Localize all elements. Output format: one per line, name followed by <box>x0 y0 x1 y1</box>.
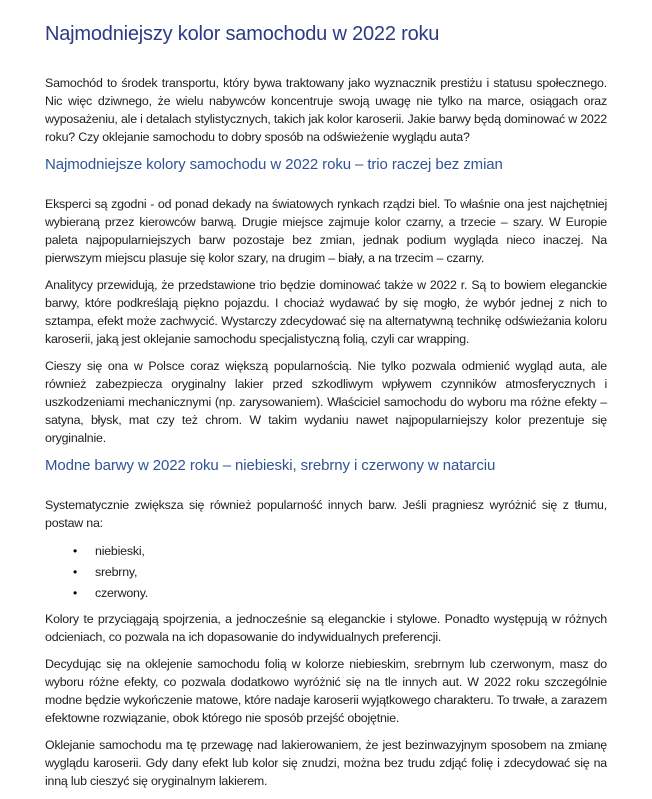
intro-paragraph: Samochód to środek transportu, który bywa traktowany jako wyznacznik prestiżu i statusu społecznego. Nic więc dziwnego, że wielu nabywców koncentruje swoją uwagę nie tylko na marce, osiągach oraz wyposażeniu, ale i detalach stylistycznych, takich jak kolor karoserii. Jakie barwy będą dominować w 2022 roku? Czy oklejanie samochodu to dobry sposób na odświeżenie wyglądu auta? <box>45 76 607 144</box>
list-item <box>73 583 607 604</box>
list-item-label: srebrny, <box>95 565 138 579</box>
paragraph: Decydując się na oklejenie samochodu folią w kolorze niebieskim, srebrnym lub czerwonym, masz do wyboru różne efekty, co pozwala dodatkowo wyróżnić się na tle innych aut. W 2022 roku szczególnie modne będzie wykończenie matowe, które nadaje karoserii wyjątkowego charakteru. To trwałe, a zarazem efektowne rozwiązanie, obok którego nie sposób przejść obojętnie. <box>45 657 607 725</box>
paragraph: Eksperci są zgodni - od ponad dekady na światowych rynkach rządzi biel. To właśnie ona jest najchętniej wybieraną przez kierowców barwą. Drugie miejsce zajmuje kolor czarny, a trzecie – szary. W Europie paleta najpopularniejszych barw pozostaje bez zmian, jednak podium wygląda nieco inaczej. Na pierwszym miejscu plasuje się kolor szary, na drugim – biały, a na trzecim – czarny. <box>45 197 607 265</box>
bullet-icon: • <box>73 586 78 600</box>
paragraph: Kolory te przyciągają spojrzenia, a jednocześnie są eleganckie i stylowe. Ponadto występują w różnych odcieniach, co pozwala na ich dopasowanie do indywidualnych preferencji. <box>45 612 607 644</box>
bullet-icon: • <box>73 565 78 579</box>
section-heading-trio: Najmodniejsze kolory samochodu w 2022 roku – trio raczej bez zmian <box>45 156 503 173</box>
list-item <box>73 562 607 583</box>
list-item <box>73 541 607 562</box>
lead-paragraph: Systematycznie zwiększa się również popularność innych barw. Jeśli pragniesz wyróżnić się z tłumu, postaw na: <box>45 498 607 530</box>
bullet-icon: • <box>73 544 78 558</box>
list-item-label: czerwony. <box>95 586 149 600</box>
paragraph: Analitycy przewidują, że przedstawione trio będzie dominować także w 2022 r. Są to bowiem eleganckie barwy, które podkreślają piękno pojazdu. I chociaż wydawać by się mogło, że wybór jednej z nich to sztampa, efekt może zachwycić. Wystarczy zdecydować się na alternatywną technikę odświeżania koloru karoserii, jaką jest oklejanie samochodu specjalistyczną folią, czyli car wrapping. <box>45 278 607 346</box>
section-heading-modne-barwy: Modne barwy w 2022 roku – niebieski, srebrny i czerwony w natarciu <box>45 457 496 474</box>
list-item-label: niebieski, <box>95 544 145 558</box>
color-bullet-list <box>45 541 607 604</box>
document-title: Najmodniejszy kolor samochodu w 2022 roku <box>45 23 440 45</box>
paragraph: Oklejanie samochodu ma tę przewagę nad lakierowaniem, że jest bezinwazyjnym sposobem na zmianę wyglądu karoserii. Gdy dany efekt lub kolor się znudzi, można bez trudu zdjąć folię i zdecydować się na inną lub cieszyć się oryginalnym lakierem. <box>45 738 607 788</box>
paragraph: Cieszy się ona w Polsce coraz większą popularnością. Nie tylko pozwala odmienić wygląd auta, ale również zabezpiecza oryginalny lakier przed szkodliwym wpływem czynników atmosferycznych i uszkodzeniami mechanicznymi (np. zarysowaniem). Właściciel samochodu do wyboru ma różne efekty – satyna, błysk, mat czy też chrom. W takim wydaniu nawet najpopularniejszy kolor prezentuje się oryginalnie. <box>45 359 607 445</box>
